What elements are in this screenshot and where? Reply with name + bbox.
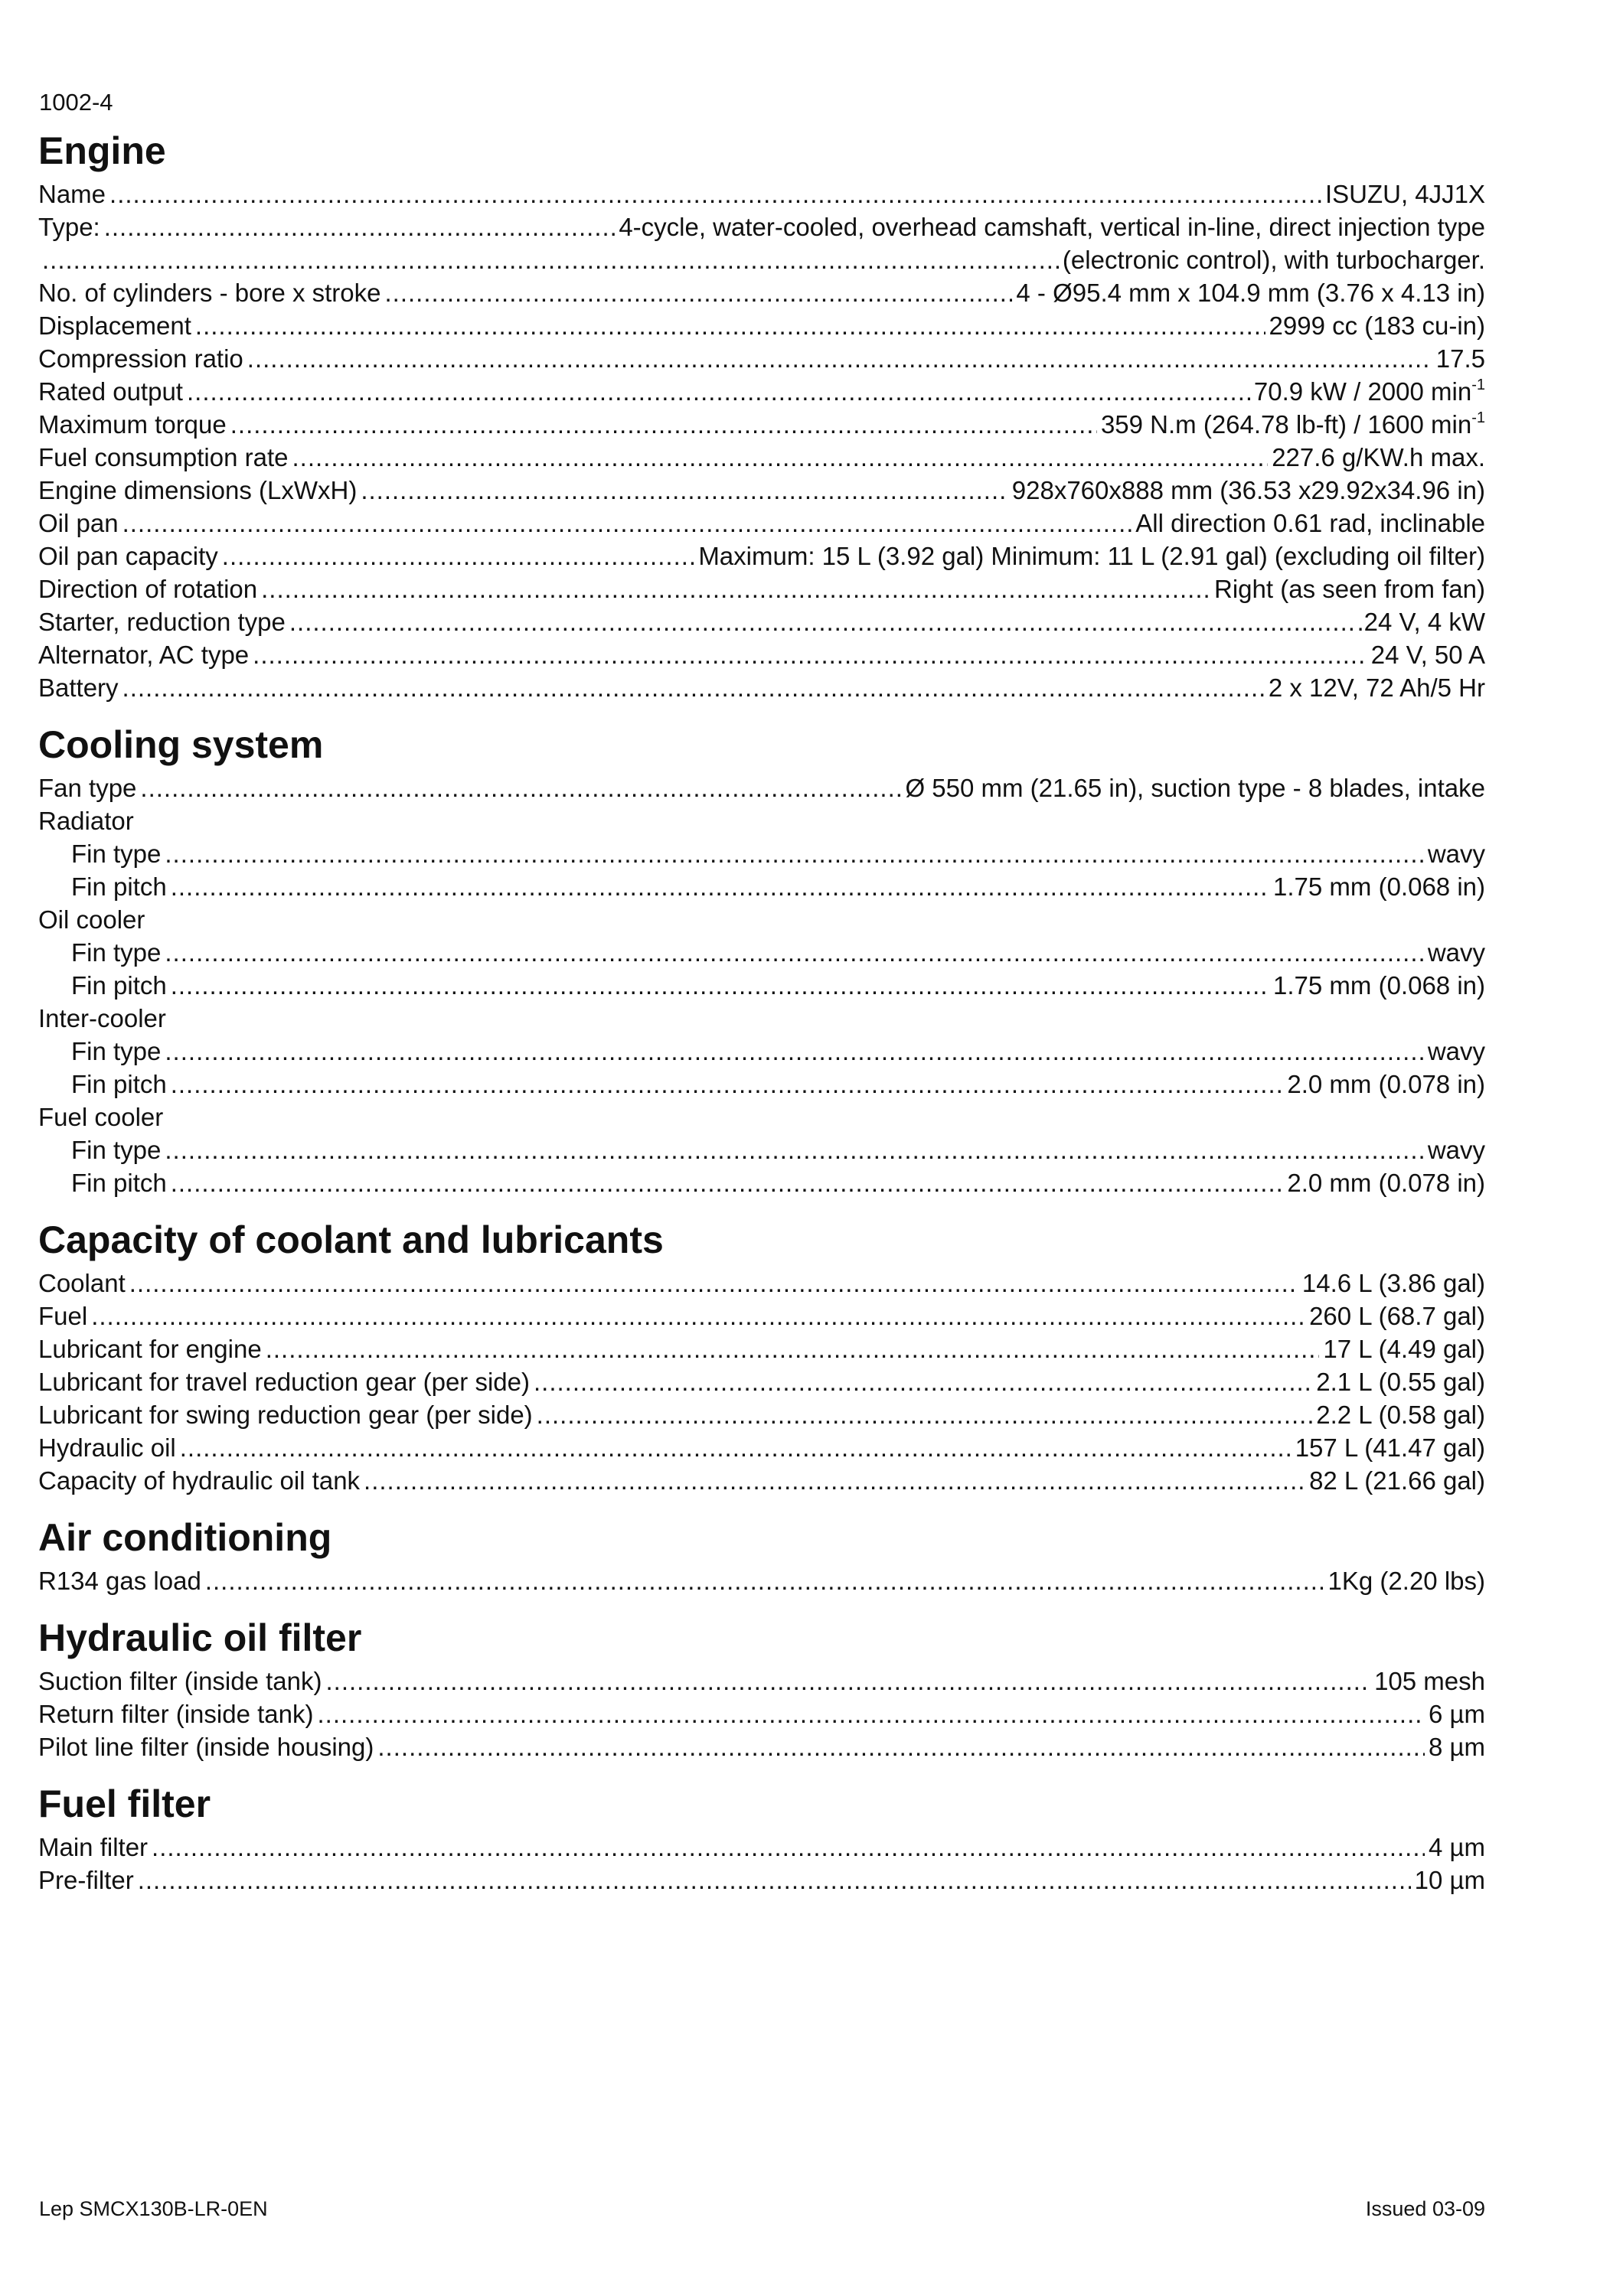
spec-value <box>1016 276 1485 309</box>
spec-section <box>38 718 1485 1199</box>
spec-row <box>38 1035 1485 1068</box>
spec-label: Compression ratio <box>38 344 243 373</box>
spec-row <box>38 1133 1485 1166</box>
dot-leader <box>361 474 1007 507</box>
spec-value-text: ISUZU, 4JJ1X <box>1324 180 1485 208</box>
spec-row <box>38 1398 1485 1431</box>
spec-row <box>38 309 1485 342</box>
spec-value-text: All direction 0.61 rad, inclinable <box>1135 509 1485 537</box>
spec-row <box>38 1564 1485 1597</box>
footer-issue-date: Issued 03-09 <box>1365 2197 1485 2220</box>
dot-leader <box>171 1068 1284 1101</box>
spec-value-text: 157 L (41.47 gal) <box>1295 1433 1485 1462</box>
spec-row <box>38 1267 1485 1300</box>
spec-value <box>1328 1564 1485 1597</box>
spec-row <box>38 903 1485 936</box>
section-title: Capacity of coolant and lubricants <box>38 1218 664 1261</box>
spec-value-text: 14.6 L (3.86 gal) <box>1301 1269 1485 1297</box>
section-title: Cooling system <box>38 723 324 766</box>
dot-leader <box>247 342 1432 375</box>
spec-value-text: 17 L (4.49 gal) <box>1323 1335 1485 1363</box>
spec-value <box>1429 1831 1485 1864</box>
spec-row <box>38 837 1485 870</box>
spec-label: Coolant <box>38 1269 126 1297</box>
spec-row <box>38 1068 1485 1101</box>
spec-label: Fin type <box>71 1037 162 1065</box>
spec-row <box>38 507 1485 540</box>
spec-label: Fuel cooler <box>38 1103 164 1131</box>
spec-value-text: 8 µm <box>1428 1733 1485 1761</box>
dot-leader <box>289 605 1354 638</box>
spec-value-text: 105 mesh <box>1374 1667 1485 1695</box>
spec-row <box>38 771 1485 804</box>
spec-label: Return filter (inside tank) <box>38 1700 314 1728</box>
spec-value <box>1371 638 1485 671</box>
dot-leader <box>326 1665 1371 1698</box>
spec-value <box>1436 342 1485 375</box>
spec-row <box>38 1101 1485 1133</box>
spec-row <box>38 969 1485 1002</box>
dot-leader <box>205 1564 1324 1597</box>
dot-leader <box>165 936 1423 969</box>
spec-row <box>38 804 1485 837</box>
spec-section <box>38 124 1485 704</box>
dot-leader <box>165 1133 1423 1166</box>
spec-value-text: wavy <box>1427 1136 1485 1164</box>
dot-leader <box>292 441 1269 474</box>
spec-row <box>38 1730 1485 1763</box>
spec-value-text: 2.0 mm (0.078 in) <box>1287 1070 1485 1098</box>
spec-value-text: 1Kg (2.20 lbs) <box>1327 1567 1485 1595</box>
section-title: Fuel filter <box>38 1782 211 1825</box>
spec-label: Lubricant for travel reduction gear (per side) <box>38 1368 530 1396</box>
spec-value <box>1295 1431 1485 1464</box>
spec-label: Engine dimensions (LxWxH) <box>38 476 358 504</box>
spec-label: Oil cooler <box>38 905 145 934</box>
spec-value-text: (electronic control), with turbocharger. <box>1062 246 1485 274</box>
spec-value <box>1428 1133 1485 1166</box>
spec-row <box>38 936 1485 969</box>
spec-row <box>38 1464 1485 1497</box>
spec-row <box>38 605 1485 638</box>
spec-value <box>1316 1398 1485 1431</box>
spec-value <box>1357 605 1485 638</box>
spec-value-text: 928x760x888 mm (36.53 x29.92x34.96 in) <box>1011 476 1485 504</box>
dot-leader <box>165 837 1423 870</box>
dot-leader <box>140 771 901 804</box>
spec-value-text: 2.2 L (0.58 gal) <box>1316 1401 1485 1429</box>
spec-value <box>1309 1300 1485 1332</box>
spec-row <box>38 1431 1485 1464</box>
dot-leader <box>377 1730 1425 1763</box>
spec-row <box>38 375 1485 408</box>
spec-value <box>1302 1267 1485 1300</box>
spec-value <box>1135 507 1485 540</box>
dot-leader <box>42 243 1059 276</box>
spec-value-exponent: -1 <box>1471 377 1485 393</box>
spec-row <box>38 441 1485 474</box>
spec-row <box>38 474 1485 507</box>
spec-label: Maximum torque <box>38 410 227 439</box>
spec-value <box>1374 1665 1485 1698</box>
spec-row <box>38 276 1485 309</box>
spec-row <box>38 1864 1485 1896</box>
spec-row <box>38 1365 1485 1398</box>
spec-label: Fin type <box>71 938 162 967</box>
spec-label: Rated output <box>38 377 183 406</box>
spec-value-text: 227.6 g/KW.h max. <box>1272 443 1485 471</box>
spec-label: No. of cylinders - bore x stroke <box>38 279 381 307</box>
spec-value-text: 2999 cc (183 cu-in) <box>1269 311 1485 340</box>
spec-value <box>1287 1166 1485 1199</box>
spec-label: Capacity of hydraulic oil tank <box>38 1466 361 1495</box>
spec-value <box>1287 1068 1485 1101</box>
spec-value-text: 2 x 12V, 72 Ah/5 Hr <box>1268 673 1485 702</box>
dot-leader <box>122 671 1265 704</box>
spec-value <box>1272 441 1485 474</box>
spec-label: Lubricant for swing reduction gear (per side) <box>38 1401 533 1429</box>
spec-value <box>1269 309 1485 342</box>
dot-leader <box>171 1166 1284 1199</box>
spec-value <box>1309 1464 1485 1497</box>
spec-row <box>38 1166 1485 1199</box>
spec-value <box>1273 870 1485 903</box>
spec-value-text: 4 µm <box>1428 1833 1485 1861</box>
spec-value-text: 24 V, 50 A <box>1370 641 1485 669</box>
spec-value <box>1429 1730 1485 1763</box>
spec-label: Fin pitch <box>71 971 167 1000</box>
spec-label: Starter, reduction type <box>38 608 286 636</box>
spec-label: Alternator, AC type <box>38 641 250 669</box>
spec-content <box>38 124 1485 1896</box>
spec-row <box>38 870 1485 903</box>
spec-row <box>38 540 1485 572</box>
spec-value-text: 17.5 <box>1435 344 1485 373</box>
spec-label: Fin type <box>71 840 162 868</box>
spec-label: R134 gas load <box>38 1567 201 1595</box>
dot-leader <box>385 276 1013 309</box>
spec-value-text: 70.9 kW / 2000 min <box>1253 377 1472 406</box>
spec-value-text: 6 µm <box>1428 1700 1485 1728</box>
spec-value <box>1428 1035 1485 1068</box>
dot-leader <box>171 969 1269 1002</box>
spec-label: Fin pitch <box>71 1169 167 1197</box>
spec-value <box>905 771 1485 804</box>
spec-label: Inter-cooler <box>38 1004 166 1032</box>
spec-label: Fuel <box>38 1302 88 1330</box>
spec-row <box>38 210 1485 243</box>
spec-row <box>38 1002 1485 1035</box>
spec-value-text: wavy <box>1427 840 1485 868</box>
spec-row <box>38 1300 1485 1332</box>
dot-leader <box>138 1864 1411 1896</box>
spec-value-text: 2.0 mm (0.078 in) <box>1287 1169 1485 1197</box>
spec-value <box>698 540 1485 572</box>
spec-label: Lubricant for engine <box>38 1335 262 1363</box>
spec-value <box>1214 572 1485 605</box>
spec-value-text: Right (as seen from fan) <box>1214 575 1485 603</box>
spec-value <box>1101 408 1485 441</box>
dot-leader <box>364 1464 1305 1497</box>
spec-value-text: 359 N.m (264.78 lb-ft) / 1600 min <box>1100 410 1472 439</box>
dot-leader <box>104 210 616 243</box>
spec-value-text: wavy <box>1427 1037 1485 1065</box>
spec-value-text: 260 L (68.7 gal) <box>1309 1302 1485 1330</box>
spec-value-text: 10 µm <box>1414 1866 1485 1894</box>
spec-value-text: 82 L (21.66 gal) <box>1309 1466 1485 1495</box>
spec-row <box>38 638 1485 671</box>
spec-value <box>1428 837 1485 870</box>
spec-label: Oil pan <box>38 509 119 537</box>
spec-value <box>1428 936 1485 969</box>
spec-row <box>38 408 1485 441</box>
spec-row <box>38 671 1485 704</box>
spec-value-text: 1.75 mm (0.068 in) <box>1273 971 1485 1000</box>
spec-label: Hydraulic oil <box>38 1433 176 1462</box>
dot-leader <box>152 1831 1425 1864</box>
spec-value-text: 1.75 mm (0.068 in) <box>1273 872 1485 901</box>
spec-row <box>38 243 1485 276</box>
footer-document-code: Lep SMCX130B-LR-0EN <box>39 2197 268 2220</box>
dot-leader <box>230 408 1097 441</box>
spec-label: Fin pitch <box>71 1070 167 1098</box>
spec-value <box>1316 1365 1485 1398</box>
dot-leader <box>261 572 1210 605</box>
section-title: Engine <box>38 129 166 172</box>
spec-label: Fan type <box>38 774 137 802</box>
spec-row <box>38 1698 1485 1730</box>
spec-label: Oil pan capacity <box>38 542 218 570</box>
spec-label: Fuel consumption rate <box>38 443 289 471</box>
spec-label: Main filter <box>38 1833 149 1861</box>
dot-leader <box>180 1431 1292 1464</box>
dot-leader <box>122 507 1132 540</box>
spec-label: Fin type <box>71 1136 162 1164</box>
spec-section <box>38 1213 1485 1497</box>
spec-value <box>1415 1864 1485 1896</box>
spec-value-text: Maximum: 15 L (3.92 gal) Minimum: 11 L (2.91 gal) (excluding oil filter) <box>698 542 1485 570</box>
spec-label: Pilot line filter (inside housing) <box>38 1733 374 1761</box>
spec-row <box>38 1665 1485 1698</box>
spec-row <box>38 1831 1485 1864</box>
spec-label: Battery <box>38 673 119 702</box>
dot-leader <box>165 1035 1423 1068</box>
section-title: Air conditioning <box>38 1516 332 1559</box>
spec-row <box>38 178 1485 210</box>
spec-value-text: 4-cycle, water-cooled, overhead camshaft, vertical in-line, direct injection type <box>619 213 1485 241</box>
spec-row <box>38 342 1485 375</box>
dot-leader <box>171 870 1269 903</box>
spec-value <box>1323 1332 1485 1365</box>
spec-value-text: Ø 550 mm (21.65 in), suction type - 8 blades, intake <box>905 774 1485 802</box>
spec-label: Name <box>38 180 106 208</box>
spec-value-text: .24 V, 4 kW <box>1357 608 1485 636</box>
spec-section <box>38 1511 1485 1597</box>
spec-section <box>38 1777 1485 1896</box>
dot-leader <box>222 540 695 572</box>
spec-value <box>1254 375 1485 408</box>
spec-value-text: 2.1 L (0.55 gal) <box>1316 1368 1485 1396</box>
spec-label: Pre-filter <box>38 1866 134 1894</box>
dot-leader <box>91 1300 1305 1332</box>
spec-row <box>38 572 1485 605</box>
spec-value <box>1273 969 1485 1002</box>
dot-leader <box>534 1365 1312 1398</box>
spec-label: Type: <box>38 213 100 241</box>
dot-leader <box>109 178 1321 210</box>
spec-label: Displacement <box>38 311 191 340</box>
spec-value <box>619 210 1485 243</box>
spec-label: Direction of rotation <box>38 575 258 603</box>
dot-leader <box>253 638 1367 671</box>
spec-section <box>38 1611 1485 1763</box>
spec-label: Suction filter (inside tank) <box>38 1667 322 1695</box>
dot-leader <box>129 1267 1298 1300</box>
dot-leader <box>266 1332 1320 1365</box>
spec-value <box>1063 243 1485 276</box>
dot-leader <box>187 375 1250 408</box>
spec-value <box>1325 178 1485 210</box>
spec-value <box>1012 474 1485 507</box>
section-title: Hydraulic oil filter <box>38 1616 362 1659</box>
spec-label: Radiator <box>38 807 134 835</box>
dot-leader <box>537 1398 1313 1431</box>
spec-value-exponent: -1 <box>1471 409 1485 426</box>
spec-value-text: 4 - Ø95.4 mm x 104.9 mm (3.76 x 4.13 in) <box>1016 279 1485 307</box>
spec-label: Fin pitch <box>71 872 167 901</box>
spec-row <box>38 1332 1485 1365</box>
spec-value <box>1269 671 1485 704</box>
spec-value-text: wavy <box>1427 938 1485 967</box>
spec-value <box>1429 1698 1485 1730</box>
page-number: 1002-4 <box>39 89 113 116</box>
dot-leader <box>195 309 1265 342</box>
dot-leader <box>317 1698 1424 1730</box>
